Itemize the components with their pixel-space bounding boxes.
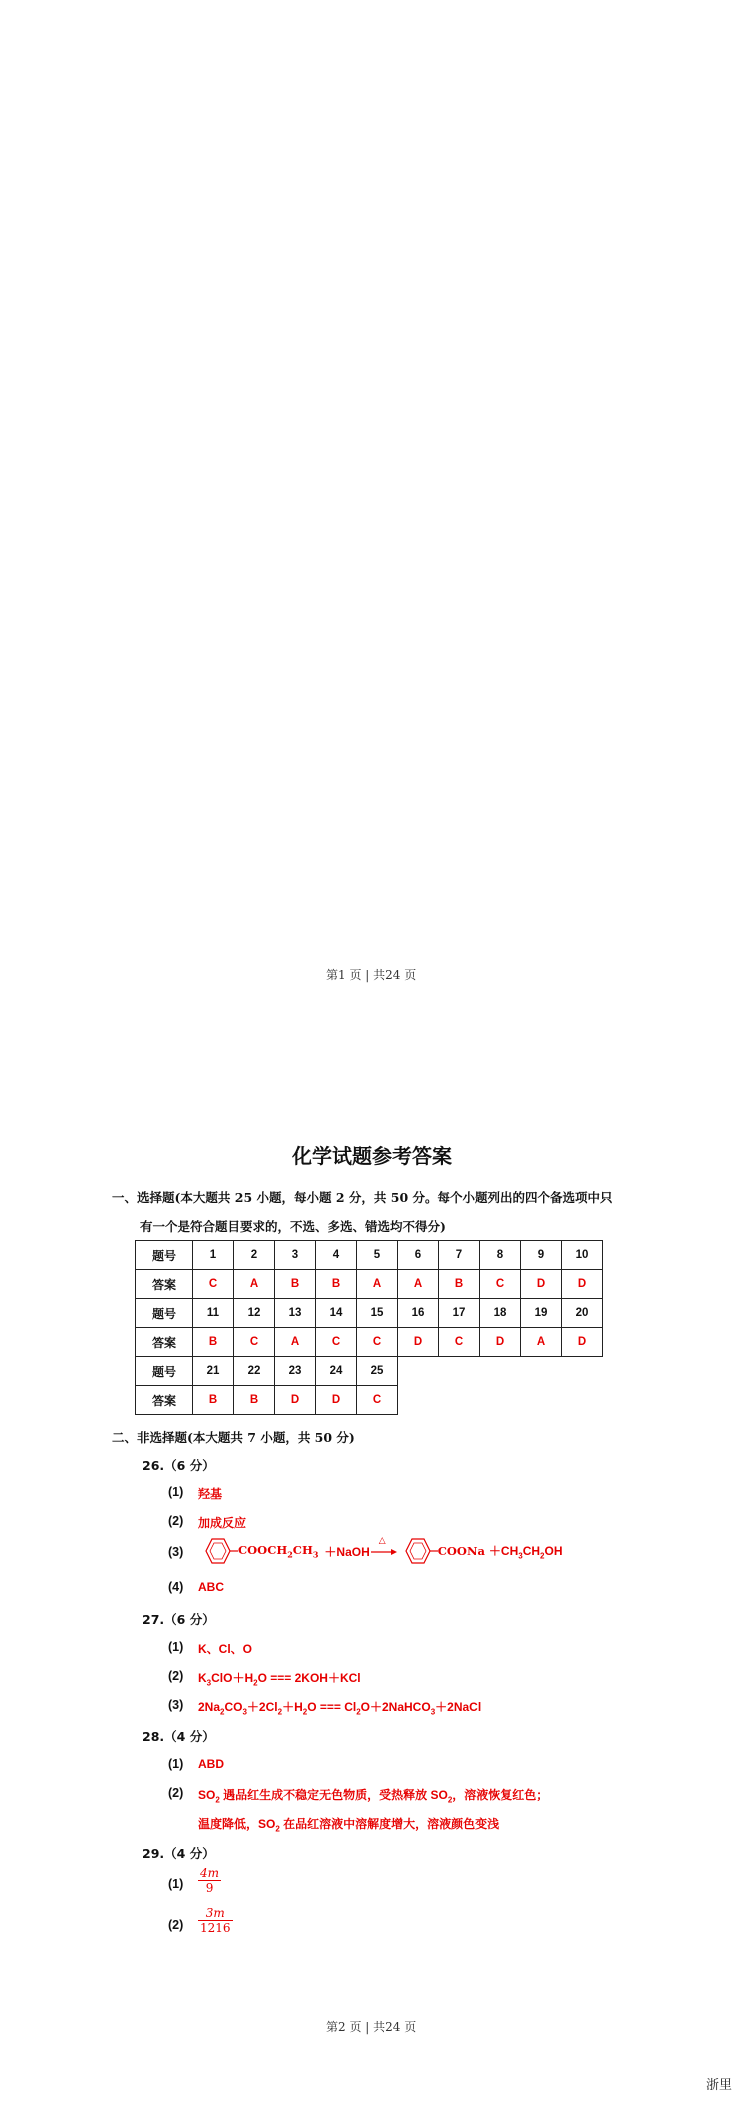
q26-product: COONa [437, 1544, 485, 1558]
answer-cell: A [234, 1270, 275, 1299]
question-number: 2 [234, 1241, 275, 1270]
answer-cell: C [316, 1328, 357, 1357]
question-number: 10 [562, 1241, 603, 1270]
q29-label-2: (2) [168, 1918, 184, 1932]
question-number: 20 [562, 1299, 603, 1328]
question-number: 5 [357, 1241, 398, 1270]
q28-label-1: (1) [168, 1757, 184, 1771]
table-row [136, 1299, 603, 1328]
question-number: 22 [234, 1357, 275, 1386]
question-number: 21 [193, 1357, 234, 1386]
q26-heading: 26.（6 分） [142, 1458, 215, 1473]
q26-label-3: (3) [168, 1545, 184, 1559]
section1-line2: 有一个是符合题目要求的，不选、多选、错选均不得分) [140, 1219, 446, 1234]
question-number: 6 [398, 1241, 439, 1270]
table-row [136, 1386, 603, 1415]
answer-cell: D [275, 1386, 316, 1415]
q26-plus-naoh: ＋NaOH [324, 1544, 370, 1559]
answer-cell: B [193, 1386, 234, 1415]
q26-label-2: (2) [168, 1514, 184, 1528]
q29-heading: 29.（4 分） [142, 1846, 215, 1861]
answer-cell: A [275, 1328, 316, 1357]
answer-cell: B [234, 1386, 275, 1415]
answer-cell: A [357, 1270, 398, 1299]
question-number: 4 [316, 1241, 357, 1270]
table-row [136, 1328, 603, 1357]
q26-answer-2: 加成反应 [198, 1516, 247, 1530]
answer-cell: A [521, 1328, 562, 1357]
section2-heading: 二、非选择题(本大题共 7 小题，共 50 分) [112, 1430, 355, 1445]
question-number: 25 [357, 1357, 398, 1386]
q26-product-2: $+CH_3CH_2OH$ [488, 1543, 563, 1561]
question-number: 11 [193, 1299, 234, 1328]
section1-line1: 一、选择题(本大题共 25 小题，每小题 2 分，共 50 分。每个小题列出的四个备选项中只 [112, 1190, 613, 1205]
q27-label-3: (3) [168, 1698, 184, 1712]
question-number: 17 [439, 1299, 480, 1328]
answer-cell: B [193, 1328, 234, 1357]
question-number: 1 [193, 1241, 234, 1270]
q26-label-1: (1) [168, 1485, 184, 1499]
question-number: 16 [398, 1299, 439, 1328]
reaction-arrow [370, 1536, 398, 1566]
answer-table [135, 1240, 603, 1415]
page2-footer: 第2 页 | 共24 页 [326, 2020, 417, 2034]
answer-cell: B [439, 1270, 480, 1299]
q28-label-2: (2) [168, 1786, 184, 1800]
q29-answer-1 [198, 1866, 221, 1895]
question-number: 8 [480, 1241, 521, 1270]
row-label: 答案 [136, 1270, 193, 1299]
q26-label-4: (4) [168, 1580, 184, 1594]
answer-cell: C [234, 1328, 275, 1357]
q26-reactant: $COOCH_2CH_3$ [238, 1542, 319, 1560]
q27-label-1: (1) [168, 1640, 184, 1654]
question-number: 24 [316, 1357, 357, 1386]
page-title: 化学试题参考答案 [292, 1144, 452, 1168]
table-row [136, 1241, 603, 1270]
question-number: 7 [439, 1241, 480, 1270]
fraction-numerator: 3m [205, 1906, 225, 1920]
table-row [136, 1270, 603, 1299]
answer-cell: C [357, 1386, 398, 1415]
row-label: 题号 [136, 1357, 193, 1386]
question-number: 19 [521, 1299, 562, 1328]
answer-cell: D [480, 1328, 521, 1357]
answer-cell: D [398, 1328, 439, 1357]
row-label: 答案 [136, 1386, 193, 1415]
q28-answer-1: ABD [198, 1757, 224, 1771]
answer-cell: D [562, 1270, 603, 1299]
page1-footer: 第1 页 | 共24 页 [326, 968, 417, 982]
question-number: 14 [316, 1299, 357, 1328]
question-number: 12 [234, 1299, 275, 1328]
answer-cell: D [562, 1328, 603, 1357]
empty-cell [398, 1357, 603, 1386]
fraction-denominator: 9 [205, 1881, 214, 1895]
answer-cell: D [316, 1386, 357, 1415]
q26-equation [198, 1536, 563, 1566]
answer-cell: B [275, 1270, 316, 1299]
q26-answer-1: 羟基 [198, 1487, 223, 1501]
empty-cell [398, 1386, 603, 1415]
benzene-ring-icon [198, 1536, 238, 1566]
q29-label-1: (1) [168, 1877, 184, 1891]
q27-answer-2: $K_3ClO+H_2O$ === 2KOH＋KCl [198, 1671, 361, 1688]
row-label: 答案 [136, 1328, 193, 1357]
question-number: 18 [480, 1299, 521, 1328]
answer-cell: C [439, 1328, 480, 1357]
question-number: 23 [275, 1357, 316, 1386]
answer-cell: C [193, 1270, 234, 1299]
row-label: 题号 [136, 1241, 193, 1270]
q26-answer-4: ABC [198, 1580, 224, 1594]
answer-cell: A [398, 1270, 439, 1299]
heat-symbol: △ [378, 1535, 386, 1545]
corner-watermark: 浙里 [706, 2078, 733, 2093]
row-label: 题号 [136, 1299, 193, 1328]
question-number: 15 [357, 1299, 398, 1328]
q27-answer-3: $2Na_2CO_3+2Cl_2+H_2O$ === $Cl_2O+2NaHCO_3+2NaCl$ [198, 1700, 482, 1717]
q28-answer-2-line1: $SO_2$ 遇品红生成不稳定无色物质，受热释放 $SO_2$，溶液恢复红色； [198, 1788, 549, 1805]
question-number: 3 [275, 1241, 316, 1270]
q29-answer-2 [198, 1906, 233, 1935]
answer-cell: B [316, 1270, 357, 1299]
arrow-icon [370, 1536, 398, 1566]
fraction-numerator: 4m [200, 1866, 220, 1880]
question-number: 13 [275, 1299, 316, 1328]
question-number: 9 [521, 1241, 562, 1270]
answer-cell: D [521, 1270, 562, 1299]
fraction-denominator: 1216 [200, 1921, 231, 1935]
answer-cell: C [480, 1270, 521, 1299]
answer-cell: C [357, 1328, 398, 1357]
benzene-ring-icon [398, 1536, 438, 1566]
q28-heading: 28.（4 分） [142, 1729, 215, 1744]
table-row [136, 1357, 603, 1386]
q27-heading: 27.（6 分） [142, 1612, 215, 1627]
q28-answer-2-line2: 温度降低，$SO_2$ 在品红溶液中溶解度增大，溶液颜色变浅 [198, 1817, 500, 1834]
q27-answer-1: K、Cl、O [198, 1642, 253, 1656]
q27-label-2: (2) [168, 1669, 184, 1683]
